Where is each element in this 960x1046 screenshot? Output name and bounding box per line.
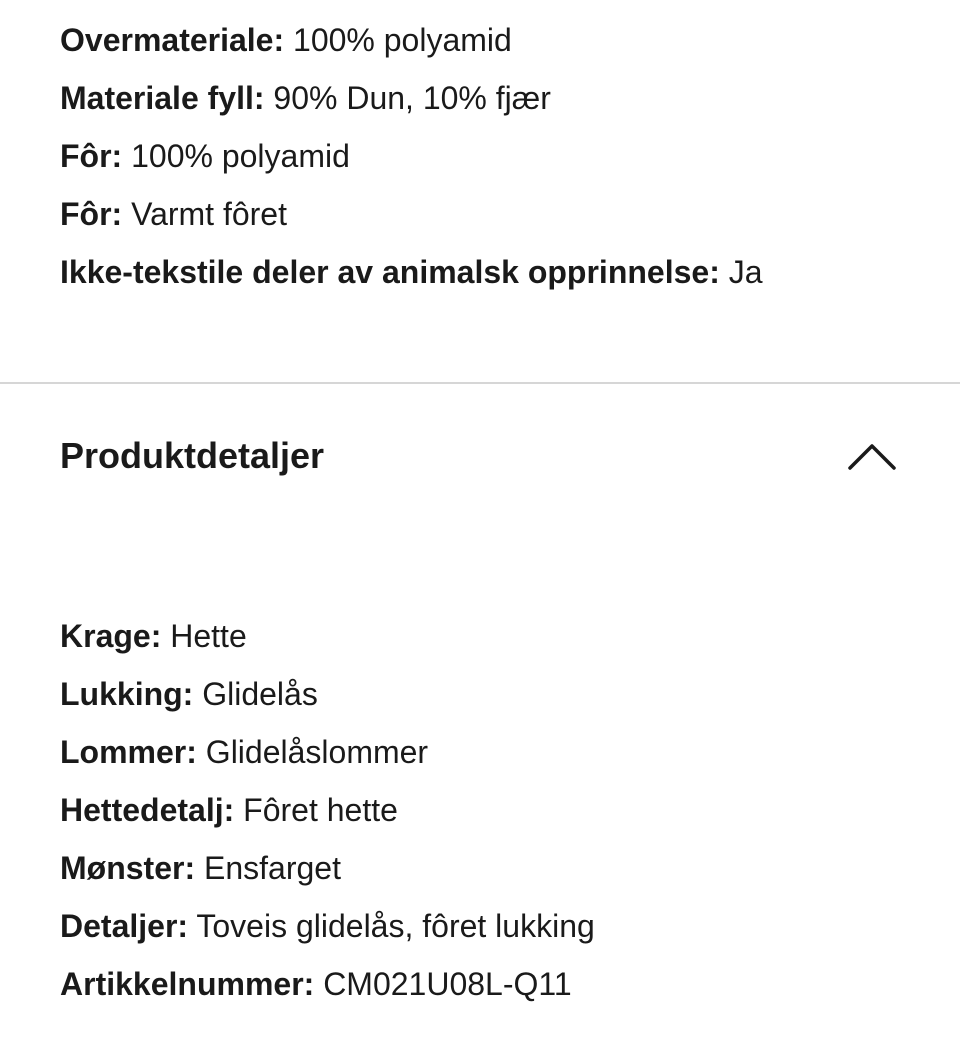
attribute-row-lining-material bbox=[60, 132, 763, 190]
attribute-value: Hette bbox=[170, 618, 247, 654]
attribute-row-article-number bbox=[60, 960, 595, 1018]
attribute-value: 100% polyamid bbox=[131, 138, 350, 174]
attribute-row-pockets bbox=[60, 728, 595, 786]
attribute-value: Varmt fôret bbox=[131, 196, 287, 232]
material-attribute-list bbox=[60, 16, 763, 306]
attribute-value: 90% Dun, 10% fjær bbox=[273, 80, 551, 116]
attribute-label: Mønster: bbox=[60, 850, 196, 886]
section-divider bbox=[0, 382, 960, 384]
attribute-value: CM021U08L-Q11 bbox=[323, 966, 572, 1002]
attribute-row-details bbox=[60, 902, 595, 960]
product-details-list bbox=[60, 612, 595, 1018]
attribute-row-outer-material bbox=[60, 16, 763, 74]
attribute-label: Fôr: bbox=[60, 138, 123, 174]
attribute-row-closure bbox=[60, 670, 595, 728]
attribute-label: Detaljer: bbox=[60, 908, 189, 944]
attribute-value: Glidelåslommer bbox=[205, 734, 429, 770]
attribute-label: Krage: bbox=[60, 618, 162, 654]
attribute-label: Lommer: bbox=[60, 734, 197, 770]
attribute-row-filling bbox=[60, 74, 763, 132]
attribute-value: Ensfarget bbox=[204, 850, 341, 886]
attribute-label: Artikkelnummer: bbox=[60, 966, 315, 1002]
attribute-value: 100% polyamid bbox=[293, 22, 512, 58]
attribute-row-animal-origin bbox=[60, 248, 763, 306]
attribute-label: Materiale fyll: bbox=[60, 80, 265, 116]
attribute-label: Fôr: bbox=[60, 196, 123, 232]
attribute-row-collar bbox=[60, 612, 595, 670]
attribute-label: Ikke-tekstile deler av animalsk opprinnelse: bbox=[60, 254, 720, 290]
attribute-value: Fôret hette bbox=[243, 792, 398, 828]
section-title: Produktdetaljer bbox=[60, 435, 325, 476]
attribute-row-pattern bbox=[60, 844, 595, 902]
attribute-label: Hettedetalj: bbox=[60, 792, 235, 828]
attribute-row-lining-type bbox=[60, 190, 763, 248]
attribute-row-hood-detail bbox=[60, 786, 595, 844]
chevron-up-icon[interactable] bbox=[844, 438, 900, 474]
attribute-value: Toveis glidelås, fôret lukking bbox=[196, 908, 595, 944]
attribute-value: Glidelås bbox=[202, 676, 318, 712]
attribute-label: Lukking: bbox=[60, 676, 194, 712]
attribute-label: Overmateriale: bbox=[60, 22, 285, 58]
product-details-accordion-header[interactable] bbox=[0, 420, 960, 492]
attribute-value: Ja bbox=[728, 254, 763, 290]
